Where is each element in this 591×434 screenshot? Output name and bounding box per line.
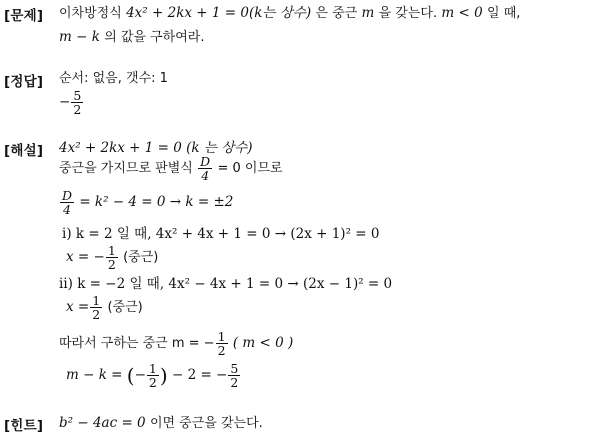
solution-line-8: 따라서 구하는 중근 m = − $\frac{1}{2}$ ( m < 0 ) [59,329,294,358]
answer-value: − $\frac{5}{2}$ [59,88,82,117]
solution-line-6: ⅱ) k = −2 일 때, 4x² − 4x + 1 = 0 → (2x − 1)² = 0 [59,276,393,292]
answer-fraction: $\frac{5}{2}$ [73,88,82,117]
solution-line-4: ⅰ) k = 2 일 때, 4x² + 4x + 1 = 0 → (2x + 1)² = 0 [62,226,380,242]
solution-line-1: 4x² + 2kx + 1 = 0 (k 는 상수) [59,140,253,156]
solution-label: [해설] [4,143,44,159]
solution-line-9: m − k = (− $\frac{1}{2}$ ) − 2 = − $\frac{5}{2}$ [66,361,239,390]
hint-line-1: b² − 4ac = 0 이면 중근을 갖는다. [59,415,263,431]
solution-line-2: 중근을 가지므로 판별식 $\frac{D}{4}$ = 0 이므로 [59,154,283,183]
problem-line-1: 이차방정식 4x² + 2kx + 1 = 0(k는 상수) 은 중근 m 을 갖는다. m < 0 일 때, [59,5,521,21]
solution-line-5: x = − $\frac{1}{2}$ (중근) [66,243,159,272]
solution-line-3: $\frac{D}{4}$ = k² − 4 = 0 → k = ±2 [62,188,234,217]
problem-line-2: m − k 의 값을 구하여라. [59,29,205,45]
answer-order-count: 순서: 없음, 갯수: 1 [59,71,168,86]
hint-label: [힌트] [4,418,44,434]
answer-label: [정답] [4,74,44,90]
solution-line-7: x = $\frac{1}{2}$ (중근) [66,293,143,322]
problem-label: [문제] [4,8,44,24]
